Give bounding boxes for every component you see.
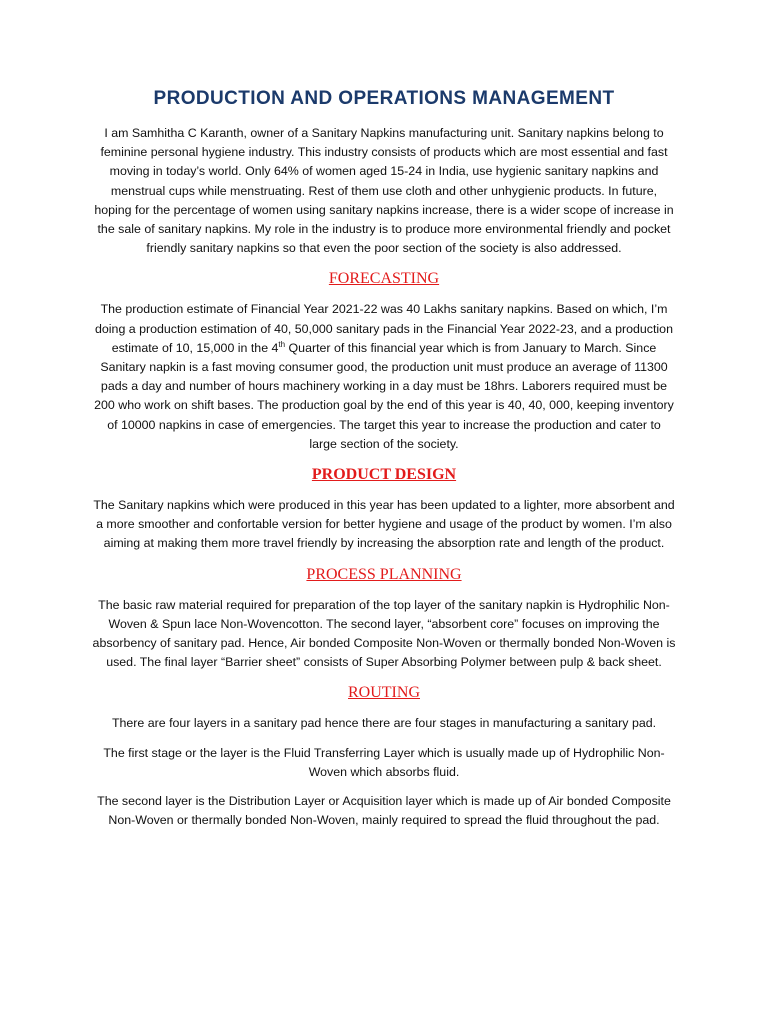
routing-paragraph: There are four layers in a sanitary pad hence there are four stages in manufacturing a sanitary pad.	[111, 716, 657, 731]
process-planning-paragraph: The basic raw material required for preparation of the top layer of the sanitary napkin is Hydrophilic Non-Woven & Spun lace Non-Wovencotton. The second layer, “absorbent core” focuses on improving the absorbency of sanitary pad. Hence, Air bonded Composite Non-Woven or thermally bonded Non-Woven is used. The final layer “Barrier sheet” consists of Super Absorbing Polymer between pulp & back sheet.	[92, 597, 676, 670]
routing-paragraph: The first stage or the layer is the Fluid Transferring Layer which is usually made up of Hydrophilic Non-Woven which absorbs fluid.	[103, 745, 665, 779]
page-title: PRODUCTION AND OPERATIONS MANAGEMENT	[153, 88, 615, 109]
section-heading-forecasting: FORECASTING	[328, 270, 440, 288]
ordinal-superscript: th	[278, 339, 286, 349]
section-heading-routing: ROUTING	[348, 684, 420, 702]
forecasting-paragraph	[92, 300, 676, 454]
forecasting-text-part-2: Quarter of this financial year which is from January to March. Since Sanitary napkin is a fast moving consumer good, the production unit must produce an average of 11300 pads a day and number of hours machinery working in a day must be 18hrs. Laborers required must be 200 who work on shift bases. The production goal by the end of this year is 40, 40, 000, keeping inventory of 10000 napkins in case of emergencies. The target this year to increase the production and cater to large section of the society.	[94, 340, 674, 451]
forecasting-text-part-1: The production estimate of Financial Year 2021-22 was 40 Lakhs sanitary napkins. Based on which, I’m doing a production estimation of 40, 50,000 sanitary pads in the Financial Year 2022-23, and a production estimate of 10, 15,000 in the 4	[95, 302, 673, 355]
section-heading-process-planning: PROCESS PLANNING	[306, 565, 462, 583]
intro-paragraph: I am Samhitha C Karanth, owner of a Sanitary Napkins manufacturing unit. Sanitary napkins belong to feminine personal hygiene industry. This industry consists of products which are most essential and fast moving in today’s world. Only 64% of women aged 15-24 in India, use hygienic sanitary napkins and menstrual cups while menstruating. Rest of them use cloth and other unhygienic products. In future, hoping for the percentage of women using sanitary napkins increase, there is a wider scope of increase in the sale of sanitary napkins. My role in the industry is to produce more environmental friendly and pocket friendly sanitary napkins so that even the poor section of the society is also addressed.	[94, 126, 674, 256]
product-design-paragraph: The Sanitary napkins which were produced in this year has been updated to a lighter, more absorbent and a more smoother and confortable version for better hygiene and usage of the product by women. I’m also aiming at making them more travel friendly by increasing the absorption rate and length of the product.	[93, 498, 675, 551]
routing-paragraph: The second layer is the Distribution Layer or Acquisition layer which is made up of Air bonded Composite Non-Woven or thermally bonded Non-Woven, mainly required to spread the fluid throughout the pad.	[97, 794, 671, 828]
section-heading-product-design: PRODUCT DESIGN	[311, 466, 457, 484]
page-bottom-margin	[0, 964, 768, 1024]
